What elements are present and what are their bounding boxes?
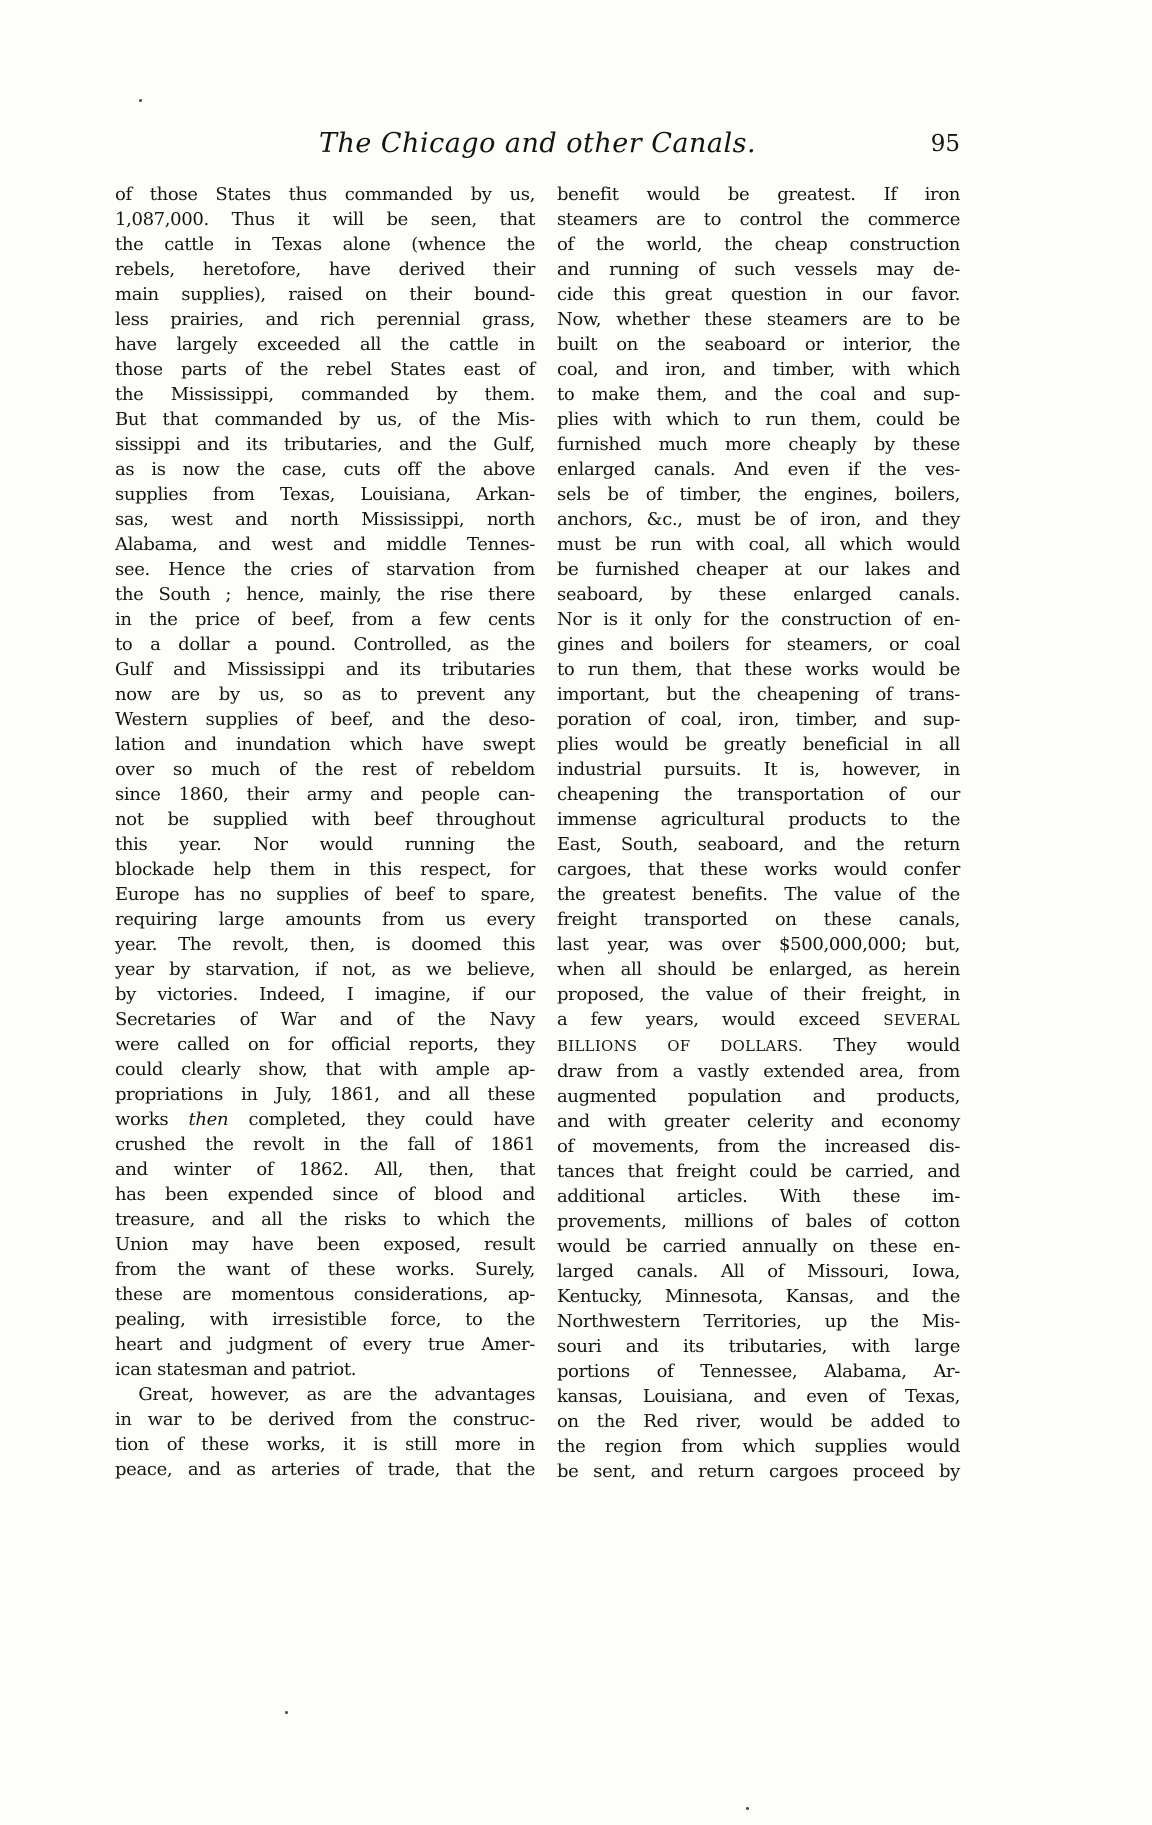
text-line: not be supplied with beef throughout <box>115 809 535 830</box>
text-line: ican statesman and patriot. <box>115 1359 357 1380</box>
text-line: treasure, and all the risks to which the <box>115 1209 535 1230</box>
text-line: plies would be greatly beneficial in all <box>557 734 960 755</box>
text-line: to run them, that these works would be <box>557 659 960 680</box>
text-line: see. Hence the cries of starvation from <box>115 559 535 580</box>
page-number: 95 <box>930 131 960 157</box>
text-line: to a dollar a pound. Controlled, as the <box>115 634 535 655</box>
text-line: and running of such vessels may de- <box>557 259 960 280</box>
scan-speck <box>746 1807 749 1810</box>
text-line: built on the seaboard or interior, the <box>557 334 960 355</box>
text-line: lation and inundation which have swept <box>115 734 535 755</box>
text-line: provements, millions of bales of cotton <box>557 1211 960 1232</box>
text-line: a few years, would exceed SEVERAL <box>557 1009 960 1030</box>
text-line: sas, west and north Mississippi, north <box>115 509 535 530</box>
text-line: to make them, and the coal and sup- <box>557 384 960 405</box>
text-line: be furnished cheaper at our lakes and <box>557 559 960 580</box>
text-line: on the Red river, would be added to <box>557 1411 960 1432</box>
text-line: rebels, heretofore, have derived their <box>115 259 535 280</box>
text-line: when all should be enlarged, as herein <box>557 959 960 980</box>
text-line: pealing, with irresistible force, to the <box>115 1309 535 1330</box>
text-line: these are momentous considerations, ap- <box>115 1284 535 1305</box>
right-column <box>557 182 960 1484</box>
text-line: benefit would be greatest. If iron <box>557 184 960 205</box>
text-line: Union may have been exposed, result <box>115 1234 535 1255</box>
text-line: this year. Nor would running the <box>115 834 535 855</box>
text-line: were called on for official reports, they <box>115 1034 535 1055</box>
text-line: enlarged canals. And even if the ves- <box>557 459 960 480</box>
text-line: Great, however, as are the advantages <box>138 1384 535 1405</box>
text-line: supplies from Texas, Louisiana, Arkan- <box>115 484 535 505</box>
text-line: sels be of timber, the engines, boilers, <box>557 484 960 505</box>
text-line: propriations in July, 1861, and all these <box>115 1084 535 1105</box>
text-line: portions of Tennessee, Alabama, Ar- <box>557 1361 960 1382</box>
scan-speck <box>139 99 142 102</box>
text-line: tion of these works, it is still more in <box>115 1434 535 1455</box>
text-line: Secretaries of War and of the Navy <box>115 1009 535 1030</box>
text-line: Nor is it only for the construction of en- <box>557 609 960 630</box>
text-line: peace, and as arteries of trade, that the <box>115 1459 535 1480</box>
text-line: souri and its tributaries, with large <box>557 1336 960 1357</box>
text-line: the Mississippi, commanded by them. <box>115 384 535 405</box>
text-line: the region from which supplies would <box>557 1436 960 1457</box>
text-line: poration of coal, iron, timber, and sup- <box>557 709 960 730</box>
text-line: be sent, and return cargoes proceed by <box>557 1461 960 1482</box>
text-line: the cattle in Texas alone (whence the <box>115 234 535 255</box>
text-line: Europe has no supplies of beef to spare, <box>115 884 535 905</box>
text-line: proposed, the value of their freight, in <box>557 984 960 1005</box>
text-line: those parts of the rebel States east of <box>115 359 535 380</box>
text-line: draw from a vastly extended area, from <box>557 1061 960 1082</box>
text-line: steamers are to control the commerce <box>557 209 960 230</box>
text-line: could clearly show, that with ample ap- <box>115 1059 535 1080</box>
text-line: Kentucky, Minnesota, Kansas, and the <box>557 1286 960 1307</box>
text-line: Northwestern Territories, up the Mis- <box>557 1311 960 1332</box>
text-line: of movements, from the increased dis- <box>557 1136 960 1157</box>
text-line: tances that freight could be carried, and <box>557 1161 960 1182</box>
text-line: Gulf and Mississippi and its tributaries <box>115 659 535 680</box>
text-line: kansas, Louisiana, and even of Texas, <box>557 1386 960 1407</box>
text-line: Western supplies of beef, and the deso- <box>115 709 535 730</box>
text-line: But that commanded by us, of the Mis- <box>115 409 535 430</box>
text-line: cargoes, that these works would confer <box>557 859 960 880</box>
text-line: must be run with coal, all which would <box>557 534 960 555</box>
text-line: Now, whether these steamers are to be <box>557 309 960 330</box>
scan-speck <box>285 1711 288 1714</box>
text-line: BILLIONS OF DOLLARS. They would <box>557 1035 960 1056</box>
text-line: immense agricultural products to the <box>557 809 960 830</box>
text-line: blockade help them in this respect, for <box>115 859 535 880</box>
page-header <box>115 128 960 166</box>
text-line: have largely exceeded all the cattle in <box>115 334 535 355</box>
text-line: Alabama, and west and middle Tennes- <box>115 534 535 555</box>
text-line: and winter of 1862. All, then, that <box>115 1159 535 1180</box>
text-line: plies with which to run them, could be <box>557 409 960 430</box>
text-line: would be carried annually on these en- <box>557 1236 960 1257</box>
text-line: cheapening the transportation of our <box>557 784 960 805</box>
text-line: less prairies, and rich perennial grass, <box>115 309 535 330</box>
text-line: has been expended since of blood and <box>115 1184 535 1205</box>
text-line: requiring large amounts from us every <box>115 909 535 930</box>
text-columns <box>115 182 960 1484</box>
text-line: coal, and iron, and timber, with which <box>557 359 960 380</box>
text-line: cide this great question in our favor. <box>557 284 960 305</box>
text-line: works then completed, they could have <box>115 1109 535 1130</box>
text-line: main supplies), raised on their bound- <box>115 284 535 305</box>
running-title: The Chicago and other Canals. <box>318 128 757 159</box>
text-line: from the want of these works. Surely, <box>115 1259 535 1280</box>
text-line: last year, was over $500,000,000; but, <box>557 934 960 955</box>
left-column <box>115 182 535 1484</box>
text-line: since 1860, their army and people can- <box>115 784 535 805</box>
text-line: year. The revolt, then, is doomed this <box>115 934 535 955</box>
text-line: and with greater celerity and economy <box>557 1111 960 1132</box>
text-line: year by starvation, if not, as we believe, <box>115 959 535 980</box>
text-line: East, South, seaboard, and the return <box>557 834 960 855</box>
text-line: crushed the revolt in the fall of 1861 <box>115 1134 535 1155</box>
text-line: augmented population and products, <box>557 1086 960 1107</box>
text-line: of the world, the cheap construction <box>557 234 960 255</box>
text-line: by victories. Indeed, I imagine, if our <box>115 984 535 1005</box>
text-line: as is now the case, cuts off the above <box>115 459 535 480</box>
text-line: gines and boilers for steamers, or coal <box>557 634 960 655</box>
text-line: freight transported on these canals, <box>557 909 960 930</box>
text-line: in the price of beef, from a few cents <box>115 609 535 630</box>
text-line: in war to be derived from the construc- <box>115 1409 535 1430</box>
text-line: the South ; hence, mainly, the rise there <box>115 584 535 605</box>
text-line: over so much of the rest of rebeldom <box>115 759 535 780</box>
text-line: now are by us, so as to prevent any <box>115 684 535 705</box>
text-line: larged canals. All of Missouri, Iowa, <box>557 1261 960 1282</box>
text-line: additional articles. With these im- <box>557 1186 960 1207</box>
text-line: heart and judgment of every true Amer- <box>115 1334 535 1355</box>
text-line: sissippi and its tributaries, and the Gulf, <box>115 434 535 455</box>
text-line: of those States thus commanded by us, <box>115 184 535 205</box>
text-line: the greatest benefits. The value of the <box>557 884 960 905</box>
text-line: important, but the cheapening of trans- <box>557 684 960 705</box>
text-line: furnished much more cheaply by these <box>557 434 960 455</box>
text-line: 1,087,000. Thus it will be seen, that <box>115 209 535 230</box>
text-line: industrial pursuits. It is, however, in <box>557 759 960 780</box>
text-line: seaboard, by these enlarged canals. <box>557 584 960 605</box>
text-line: anchors, &c., must be of iron, and they <box>557 509 960 530</box>
